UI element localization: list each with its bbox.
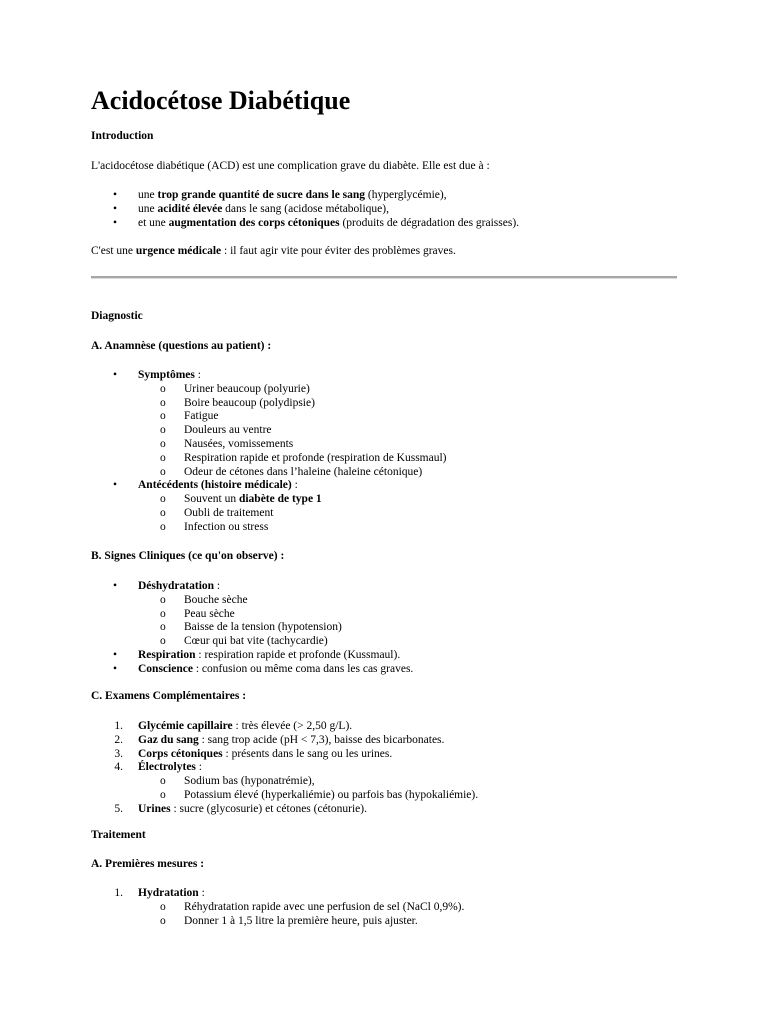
traitement-heading: Traitement [91,829,146,841]
sub-list-item: o Peau sèche [160,607,235,620]
list-item: 4. Électrolytes : [91,761,677,775]
circle-bullet-icon: o [160,914,166,927]
document-title: Acidocétose Diabétique [91,86,351,115]
circle-bullet-icon: o [160,520,166,533]
list-number: 2. [114,733,123,746]
list-number: 4. [114,761,123,774]
circle-bullet-icon: o [160,382,166,395]
introduction-heading: Introduction [91,130,154,142]
bullet-icon: • [113,369,118,381]
bullet-icon: • [113,189,118,201]
list-item: 3. Corps cétoniques : présents dans le sang ou les urines. [91,748,677,762]
anamnese-heading: A. Anamnèse (questions au patient) : [91,340,272,352]
list-item: • Respiration : respiration rapide et profonde (Kussmaul). [113,648,401,661]
circle-bullet-icon: o [160,410,166,423]
sub-list-item: o Baisse de la tension (hypotension) [160,621,342,634]
signes-heading: B. Signes Cliniques (ce qu'on observe) : [91,550,285,562]
bullet-icon: • [113,216,118,229]
circle-bullet-icon: o [160,900,166,913]
sub-list-item: o Douleurs au ventre [160,424,272,437]
sub-list-item: o Cœur qui bat vite (tachycardie) [160,635,328,648]
traitement-list [91,887,677,928]
sub-list-item: o Nausées, vomissements [160,437,294,450]
list-item: 1. Hydratation : [91,887,677,901]
introduction-list [91,189,677,230]
sub-list-item: o Fatigue [160,410,219,423]
list-item: • une trop grande quantité de sucre dans le sang (hyperglycémie), [113,189,447,201]
circle-bullet-icon: o [160,607,166,620]
sub-list-item: o Réhydratation rapide avec une perfusion de sel (NaCl 0,9%). [160,900,465,913]
circle-bullet-icon: o [160,775,166,788]
sub-list-item: o Infection ou stress [160,520,269,533]
circle-bullet-icon: o [160,506,166,519]
sub-list-item: o Potassium élevé (hyperkaliémie) ou parfois bas (hypokaliémie). [160,788,479,801]
circle-bullet-icon: o [160,593,166,606]
circle-bullet-icon: o [160,451,166,464]
circle-bullet-icon: o [160,465,166,478]
circle-bullet-icon: o [160,635,166,648]
list-number: 1. [114,887,123,899]
list-number: 1. [114,720,123,732]
bullet-icon: • [113,479,118,492]
sub-list-item: o Souvent un diabète de type 1 [160,493,322,506]
list-item: • Conscience : confusion ou même coma dans les cas graves. [113,662,414,675]
anamnese-list [91,369,677,535]
examens-list [91,720,677,817]
signes-list [91,580,677,677]
sub-list-item: o Sodium bas (hyponatrémie), [160,775,315,788]
circle-bullet-icon: o [160,493,166,506]
list-item: • Symptômes : [113,369,201,381]
list-item: 5. Urines : sucre (glycosurie) et cétones (cétonurie). [91,803,677,817]
circle-bullet-icon: o [160,788,166,801]
introduction-conclusion: C'est une urgence médicale : il faut agir vite pour éviter des problèmes graves. [91,245,456,257]
sub-list-item: o Oubli de traitement [160,506,274,519]
premieres-mesures-heading: A. Premières mesures : [91,858,205,870]
bullet-icon: • [113,202,118,215]
list-item: • et une augmentation des corps cétoniques (produits de dégradation des graisses). [113,216,520,229]
examens-heading: C. Examens Complémentaires : [91,690,247,702]
list-item: • Déshydratation : [113,580,221,592]
horizontal-divider [91,276,677,279]
introduction-text: L'acidocétose diabétique (ACD) est une complication grave du diabète. Elle est due à : [91,160,490,172]
list-item: • Antécédents (histoire médicale) : [113,479,298,492]
bullet-icon: • [113,648,118,661]
diagnostic-heading: Diagnostic [91,310,143,322]
sub-list-item: o Uriner beaucoup (polyurie) [160,382,310,395]
sub-list-item: o Boire beaucoup (polydipsie) [160,396,315,409]
bullet-icon: • [113,580,118,592]
list-item: 1. Glycémie capillaire : très élevée (> 2,50 g/L). [91,720,677,734]
sub-list-item: o Donner 1 à 1,5 litre la première heure, puis ajuster. [160,914,418,927]
list-number: 5. [114,802,123,815]
circle-bullet-icon: o [160,437,166,450]
sub-list-item: o Bouche sèche [160,593,248,606]
circle-bullet-icon: o [160,396,166,409]
list-number: 3. [114,747,123,760]
sub-list-item: o Odeur de cétones dans l’haleine (haleine cétonique) [160,465,423,478]
list-item: 2. Gaz du sang : sang trop acide (pH < 7,3), baisse des bicarbonates. [91,734,677,748]
sub-list-item: o Respiration rapide et profonde (respiration de Kussmaul) [160,451,447,464]
circle-bullet-icon: o [160,621,166,634]
list-item: • une acidité élevée dans le sang (acidose métabolique), [113,202,389,215]
bullet-icon: • [113,662,118,675]
circle-bullet-icon: o [160,424,166,437]
